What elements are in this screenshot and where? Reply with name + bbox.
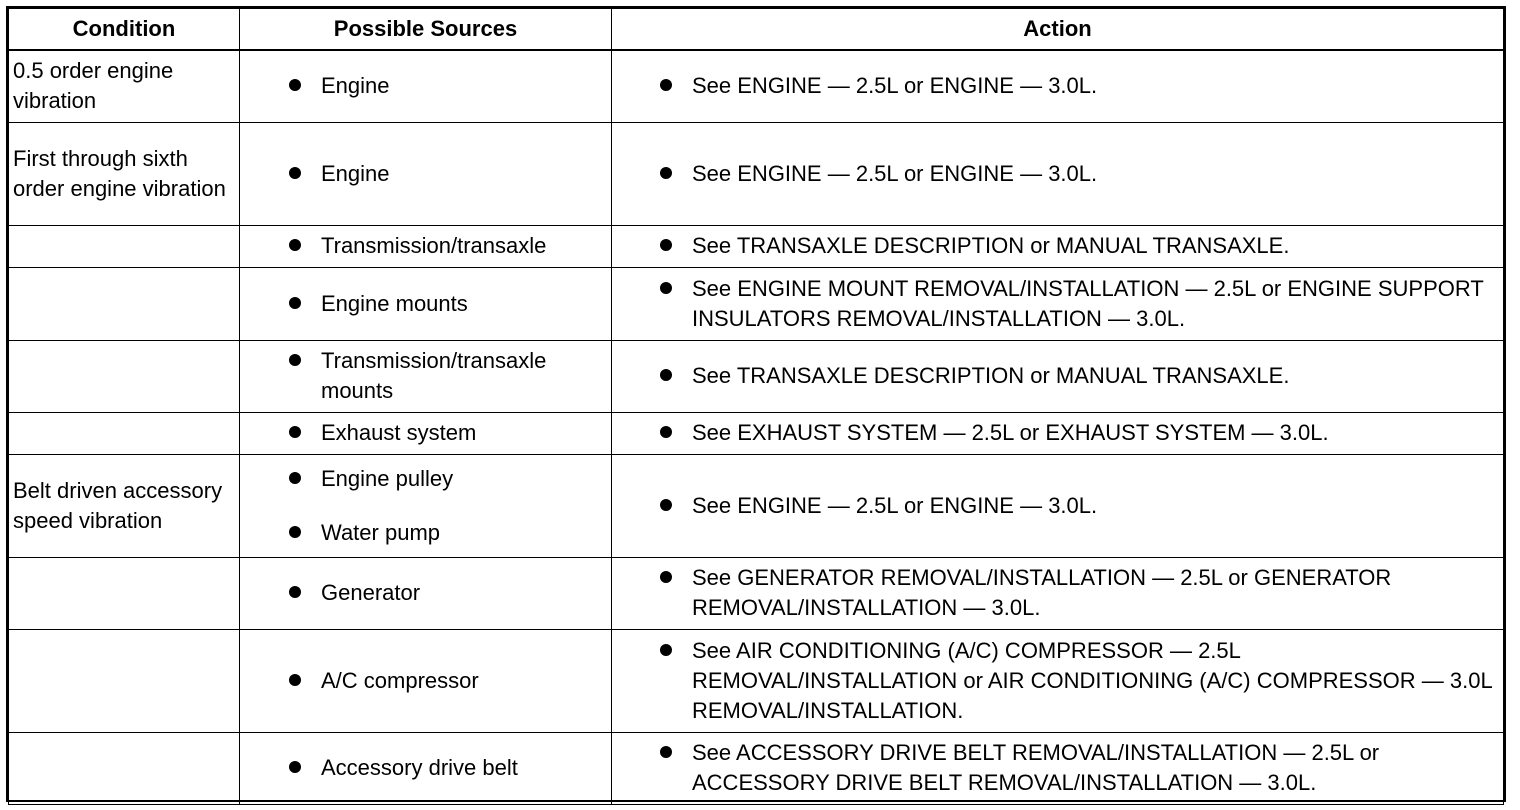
source-text: Generator: [321, 580, 421, 605]
action-item: [612, 491, 1503, 521]
bullet-icon: [660, 426, 672, 438]
source-item: [240, 71, 611, 101]
bullet-icon: [289, 472, 301, 484]
bullet-icon: [660, 369, 672, 381]
condition-cell: [9, 412, 240, 454]
action-item: [612, 418, 1503, 448]
bullet-icon: [660, 571, 672, 583]
bullet-icon: [660, 746, 672, 758]
action-text: See AIR CONDITIONING (A/C) COMPRESSOR — 2.5L REMOVAL/INSTALLATION or AIR CONDITIONING (A/C) COMPRESSOR — 3.0L REMOVAL/INSTALLATION.: [692, 637, 1492, 723]
action-cell: [612, 122, 1504, 225]
source-text: Water pump: [321, 519, 441, 545]
table-row: [9, 122, 1504, 225]
action-item: [612, 71, 1503, 101]
action-cell: [612, 629, 1504, 732]
sources-cell: [240, 340, 612, 412]
sources-cell: [240, 557, 612, 629]
action-text: See GENERATOR REMOVAL/INSTALLATION — 2.5L or GENERATOR REMOVAL/INSTALLATION — 3.0L.: [692, 565, 1392, 620]
table-row: [9, 340, 1504, 412]
source-item: [240, 159, 611, 189]
bullet-icon: [289, 167, 301, 179]
bullet-icon: [289, 79, 301, 91]
action-item: [612, 636, 1503, 726]
source-item: [240, 464, 611, 494]
table-row: [9, 412, 1504, 454]
bullet-icon: [660, 167, 672, 179]
source-text: Transmission/transaxle mounts: [321, 348, 547, 403]
table-row: [9, 732, 1504, 804]
action-text: See ENGINE — 2.5L or ENGINE — 3.0L.: [692, 492, 1098, 518]
action-cell: [612, 267, 1504, 340]
bullet-icon: [660, 499, 672, 511]
action-cell: [612, 412, 1504, 454]
bullet-icon: [289, 354, 301, 366]
action-cell: [612, 225, 1504, 267]
bullet-icon: [289, 239, 301, 251]
action-item: [612, 159, 1503, 189]
source-item: [240, 753, 611, 783]
bullet-icon: [289, 526, 301, 538]
action-item: [612, 231, 1503, 261]
action-text: See TRANSAXLE DESCRIPTION or MANUAL TRANSAXLE.: [692, 363, 1290, 388]
sources-cell: [240, 732, 612, 804]
source-item: [240, 418, 611, 448]
action-item: [612, 738, 1503, 798]
source-text: A/C compressor: [321, 667, 479, 693]
source-text: Engine mounts: [321, 290, 468, 316]
bullet-icon: [660, 282, 672, 294]
bullet-icon: [289, 297, 301, 309]
condition-cell: 0.5 order engine vibration: [9, 50, 240, 122]
action-text: See ENGINE — 2.5L or ENGINE — 3.0L.: [692, 73, 1098, 99]
bullet-icon: [289, 586, 301, 598]
action-text: See ENGINE — 2.5L or ENGINE — 3.0L.: [692, 160, 1098, 186]
table-row: [9, 267, 1504, 340]
table-row: [9, 454, 1504, 557]
action-cell: [612, 454, 1504, 557]
table-row: [9, 225, 1504, 267]
sources-cell: [240, 50, 612, 122]
source-item: [240, 518, 611, 548]
action-cell: [612, 50, 1504, 122]
source-text: Engine: [321, 160, 390, 186]
header-condition: Condition: [9, 9, 240, 51]
sources-cell: [240, 267, 612, 340]
action-text: See ACCESSORY DRIVE BELT REMOVAL/INSTALLATION — 2.5L or ACCESSORY DRIVE BELT REMOVAL/INSTALLATION — 3.0L.: [692, 740, 1380, 795]
source-text: Engine: [321, 73, 390, 99]
condition-cell: Belt driven accessory speed vibration: [9, 454, 240, 557]
table-row: [9, 629, 1504, 732]
bullet-icon: [660, 239, 672, 251]
source-item: [240, 231, 611, 261]
condition-cell: [9, 557, 240, 629]
condition-cell: [9, 267, 240, 340]
action-item: [612, 274, 1503, 334]
condition-cell: [9, 340, 240, 412]
action-item: [612, 563, 1503, 623]
bullet-icon: [660, 644, 672, 656]
table-header-row: [9, 9, 1504, 51]
condition-cell: [9, 629, 240, 732]
source-item: [240, 578, 611, 608]
source-text: Accessory drive belt: [321, 755, 518, 780]
bullet-icon: [289, 674, 301, 686]
source-item: [240, 666, 611, 696]
bullet-icon: [289, 761, 301, 773]
sources-cell: [240, 412, 612, 454]
bullet-icon: [660, 79, 672, 91]
source-text: Engine pulley: [321, 465, 454, 491]
action-cell: [612, 557, 1504, 629]
diagnostic-table: [8, 8, 1504, 805]
diagnostic-table-container: [6, 6, 1506, 802]
action-cell: [612, 732, 1504, 804]
table-row: [9, 50, 1504, 122]
table-row: [9, 557, 1504, 629]
sources-cell: [240, 629, 612, 732]
source-item: [240, 289, 611, 319]
action-text: See EXHAUST SYSTEM — 2.5L or EXHAUST SYSTEM — 3.0L.: [692, 420, 1329, 445]
sources-cell: [240, 122, 612, 225]
header-possible-sources: Possible Sources: [240, 9, 612, 51]
source-item: [240, 346, 611, 406]
action-item: [612, 361, 1503, 391]
source-text: Exhaust system: [321, 420, 477, 445]
action-text: See ENGINE MOUNT REMOVAL/INSTALLATION — 2.5L or ENGINE SUPPORT INSULATORS REMOVAL/INSTALLATION — 3.0L.: [692, 275, 1484, 331]
header-action: Action: [612, 9, 1504, 51]
condition-cell: First through sixth order engine vibration: [9, 122, 240, 225]
source-text: Transmission/transaxle: [321, 233, 547, 258]
sources-cell: [240, 454, 612, 557]
sources-cell: [240, 225, 612, 267]
bullet-icon: [289, 426, 301, 438]
condition-cell: [9, 225, 240, 267]
action-text: See TRANSAXLE DESCRIPTION or MANUAL TRANSAXLE.: [692, 233, 1290, 258]
action-cell: [612, 340, 1504, 412]
condition-cell: [9, 732, 240, 804]
